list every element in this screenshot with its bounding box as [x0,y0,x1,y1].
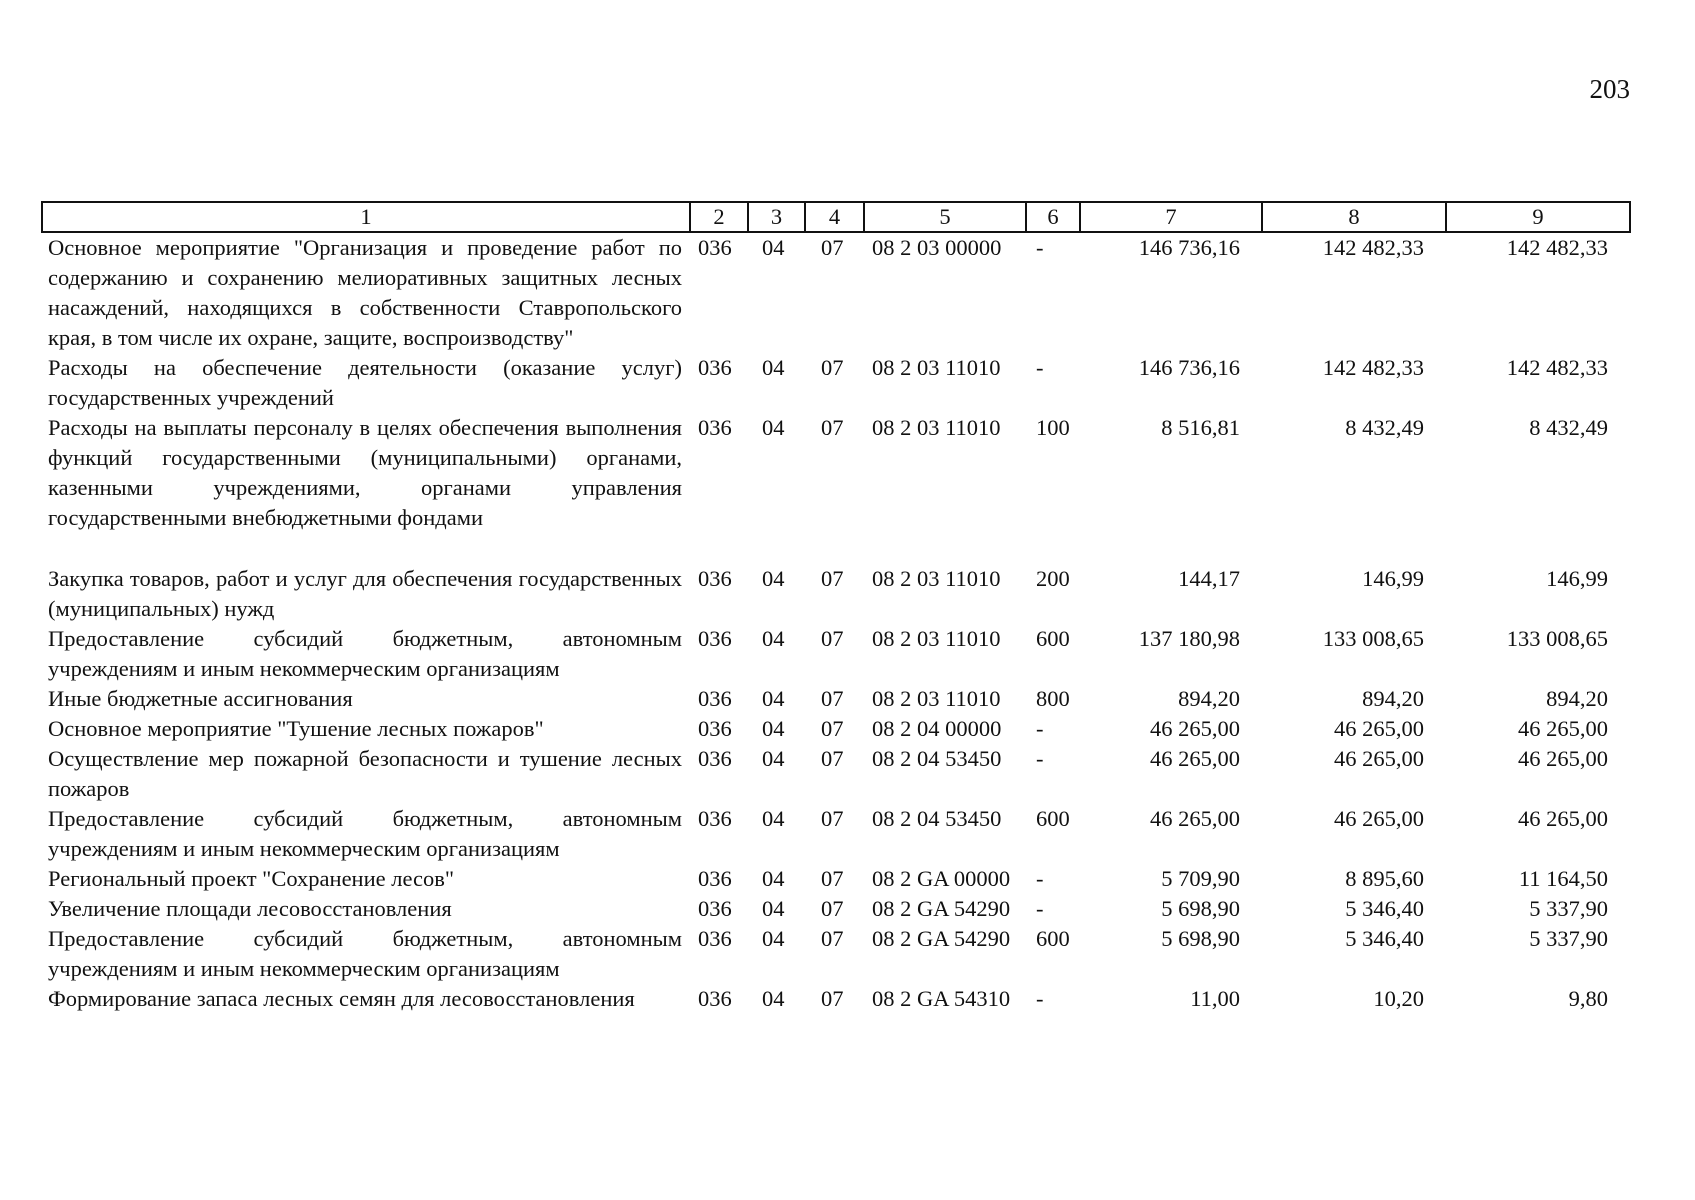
administrator-code-cell: 036 [698,626,732,651]
amount-col9-cell: 5 337,90 [1529,896,1608,921]
amount-col7-cell: 146 736,16 [1138,235,1240,260]
amount-col7-cell: 46 265,00 [1150,806,1240,831]
subsection-code-cell: 07 [821,746,844,771]
column-header: 7 [1080,202,1262,232]
budget-table [41,201,1631,1014]
table-row [42,924,1630,984]
target-article-cell: 08 2 GA 54290 [872,896,1011,921]
administrator-code-cell: 036 [698,896,732,921]
section-code-cell: 04 [762,866,785,891]
section-code-cell: 04 [762,896,785,921]
row-description: Предоставление субсидий бюджетным, автономным учреждениям и иным некоммерческим организациям [48,926,682,981]
amount-col8-cell: 10,20 [1373,986,1424,1011]
target-article-cell: 08 2 04 53450 [872,746,1002,771]
table-row [42,624,1630,684]
amount-col7-cell: 46 265,00 [1150,746,1240,771]
administrator-code-cell: 036 [698,566,732,591]
amount-col9-cell: 46 265,00 [1518,806,1608,831]
expense-type-cell: - [1036,235,1044,260]
administrator-code-cell: 036 [698,986,732,1011]
section-code-cell: 04 [762,626,785,651]
expense-type-cell: 600 [1036,626,1070,651]
amount-col8-cell: 133 008,65 [1322,626,1424,651]
row-description: Иные бюджетные ассигнования [48,686,353,711]
subsection-code-cell: 07 [821,896,844,921]
target-article-cell: 08 2 GA 54310 [872,986,1011,1011]
amount-col8-cell: 142 482,33 [1322,235,1424,260]
table-row [42,684,1630,714]
expense-type-cell: - [1036,986,1044,1011]
amount-col9-cell: 133 008,65 [1506,626,1608,651]
column-header: 8 [1262,202,1446,232]
amount-col7-cell: 11,00 [1190,986,1240,1011]
expense-type-cell: - [1036,896,1044,921]
amount-col9-cell: 142 482,33 [1506,235,1608,260]
expense-type-cell: 100 [1036,415,1070,440]
target-article-cell: 08 2 03 11010 [872,686,1001,711]
row-description: Основное мероприятие "Организация и проведение работ по содержанию и сохранению мелиоративных защитных лесных насаждений, находящихся в собственности Ставропольского края, в том числе их охране, защите, воспроизводству" [48,235,682,350]
subsection-code-cell: 07 [821,926,844,951]
expense-type-cell: 600 [1036,926,1070,951]
column-header: 3 [748,202,805,232]
amount-col7-cell: 137 180,98 [1138,626,1240,651]
row-description: Расходы на выплаты персоналу в целях обеспечения выполнения функций государственными (муниципальными) органами, казенными учреждениями, органами управления государственными внебюджетными фондами [48,415,682,530]
amount-col9-cell: 8 432,49 [1529,415,1608,440]
amount-col7-cell: 144,17 [1178,566,1240,591]
administrator-code-cell: 036 [698,806,732,831]
amount-col9-cell: 146,99 [1546,566,1608,591]
row-description: Формирование запаса лесных семян для лесовосстановления [48,986,635,1011]
subsection-code-cell: 07 [821,686,844,711]
column-header: 2 [690,202,748,232]
target-article-cell: 08 2 GA 54290 [872,926,1011,951]
expense-type-cell: 800 [1036,686,1070,711]
amount-col9-cell: 11 164,50 [1518,866,1608,891]
row-description: Увеличение площади лесовосстановления [48,896,452,921]
section-code-cell: 04 [762,746,785,771]
administrator-code-cell: 036 [698,716,732,741]
target-article-cell: 08 2 03 11010 [872,566,1001,591]
amount-col9-cell: 5 337,90 [1529,926,1608,951]
amount-col8-cell: 46 265,00 [1334,746,1424,771]
amount-col7-cell: 8 516,81 [1161,415,1240,440]
row-description: Осуществление мер пожарной безопасности и тушение лесных пожаров [48,746,682,801]
amount-col8-cell: 46 265,00 [1334,806,1424,831]
column-header: 1 [42,202,690,232]
target-article-cell: 08 2 03 00000 [872,235,1002,260]
amount-col8-cell: 46 265,00 [1334,716,1424,741]
amount-col9-cell: 46 265,00 [1518,716,1608,741]
amount-col9-cell: 9,80 [1568,986,1608,1011]
column-header: 5 [864,202,1026,232]
amount-col8-cell: 8 895,60 [1345,866,1424,891]
subsection-code-cell: 07 [821,866,844,891]
row-description: Предоставление субсидий бюджетным, автономным учреждениям и иным некоммерческим организациям [48,806,682,861]
amount-col7-cell: 5 709,90 [1161,866,1240,891]
expense-type-cell: - [1036,866,1044,891]
table-row [42,894,1630,924]
target-article-cell: 08 2 04 53450 [872,806,1002,831]
section-code-cell: 04 [762,235,785,260]
row-description: Региональный проект "Сохранение лесов" [48,866,455,891]
amount-col8-cell: 8 432,49 [1345,415,1424,440]
amount-col9-cell: 46 265,00 [1518,746,1608,771]
amount-col9-cell: 142 482,33 [1506,355,1608,380]
subsection-code-cell: 07 [821,806,844,831]
subsection-code-cell: 07 [821,716,844,741]
column-header: 9 [1446,202,1630,232]
row-description: Расходы на обеспечение деятельности (оказание услуг) государственных учреждений [48,355,682,410]
table-row [42,864,1630,894]
amount-col7-cell: 894,20 [1178,686,1240,711]
table-row [42,984,1630,1014]
administrator-code-cell: 036 [698,235,732,260]
administrator-code-cell: 036 [698,926,732,951]
amount-col8-cell: 5 346,40 [1345,896,1424,921]
administrator-code-cell: 036 [698,746,732,771]
amount-col7-cell: 5 698,90 [1161,896,1240,921]
subsection-code-cell: 07 [821,566,844,591]
subsection-code-cell: 07 [821,355,844,380]
row-description: Закупка товаров, работ и услуг для обеспечения государственных (муниципальных) нужд [48,566,682,621]
page-number: 203 [1589,74,1630,104]
amount-col8-cell: 146,99 [1362,566,1424,591]
target-article-cell: 08 2 GA 00000 [872,866,1011,891]
table-row [42,353,1630,413]
subsection-code-cell: 07 [821,626,844,651]
expense-type-cell: 200 [1036,566,1070,591]
administrator-code-cell: 036 [698,686,732,711]
target-article-cell: 08 2 03 11010 [872,355,1001,380]
subsection-code-cell: 07 [821,235,844,260]
target-article-cell: 08 2 03 11010 [872,415,1001,440]
target-article-cell: 08 2 03 11010 [872,626,1001,651]
section-code-cell: 04 [762,986,785,1011]
amount-col7-cell: 5 698,90 [1161,926,1240,951]
subsection-code-cell: 07 [821,986,844,1011]
table-row [42,232,1630,353]
row-description: Предоставление субсидий бюджетным, автономным учреждениям и иным некоммерческим организациям [48,626,682,681]
row-description: Основное мероприятие "Тушение лесных пожаров" [48,716,544,741]
section-code-cell: 04 [762,926,785,951]
target-article-cell: 08 2 04 00000 [872,716,1002,741]
subsection-code-cell: 07 [821,415,844,440]
section-code-cell: 04 [762,355,785,380]
amount-col8-cell: 142 482,33 [1322,355,1424,380]
table-row [42,744,1630,804]
section-code-cell: 04 [762,716,785,741]
administrator-code-cell: 036 [698,866,732,891]
section-code-cell: 04 [762,806,785,831]
column-header: 6 [1026,202,1080,232]
amount-col7-cell: 46 265,00 [1150,716,1240,741]
blank-row [42,533,1630,564]
amount-col9-cell: 894,20 [1546,686,1608,711]
expense-type-cell: - [1036,355,1044,380]
table-row [42,564,1630,624]
amount-col7-cell: 146 736,16 [1138,355,1240,380]
administrator-code-cell: 036 [698,355,732,380]
table-row [42,714,1630,744]
amount-col8-cell: 894,20 [1362,686,1424,711]
expense-type-cell: - [1036,746,1044,771]
column-header: 4 [805,202,864,232]
section-code-cell: 04 [762,415,785,440]
table-header-row [42,202,1630,232]
table-row [42,804,1630,864]
expense-type-cell: - [1036,716,1044,741]
table-row [42,413,1630,533]
administrator-code-cell: 036 [698,415,732,440]
section-code-cell: 04 [762,686,785,711]
amount-col8-cell: 5 346,40 [1345,926,1424,951]
section-code-cell: 04 [762,566,785,591]
expense-type-cell: 600 [1036,806,1070,831]
